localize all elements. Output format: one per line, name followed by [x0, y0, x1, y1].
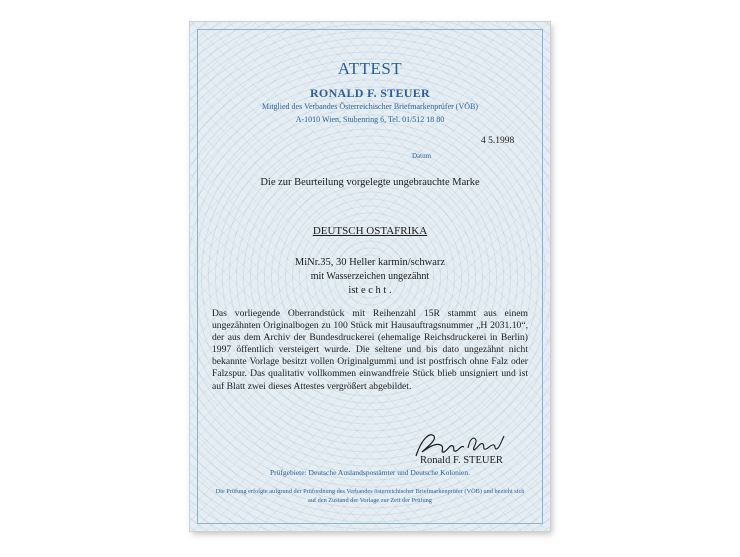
date-label: Datum	[412, 152, 432, 160]
stamp-description-line-1: MiNr.35, 30 Heller karmin/schwarz	[294, 257, 446, 268]
certificate-title: ATTEST	[337, 59, 403, 78]
stamp-description-line-2: mit Wasserzeichen ungezähnt	[310, 271, 430, 282]
stamp-name: DEUTSCH OSTAFRIKA	[312, 225, 428, 237]
certificate	[190, 22, 550, 531]
disclaimer: Die Prüfung erfolgte aufgrund der Prüfordnung des Verbandes österreichischer Briefmarkenprüfer (VÖB) und bezieht sich auf den Zustand der Vorlage zur Zeit der Prüfung	[215, 488, 525, 504]
exam-areas: Prüfgebiete: Deutsche Auslandspostämter und Deutsche Kolonien.	[270, 468, 470, 477]
intro-text: Die zur Beurteilung vorgelegte ungebrauchte Marke	[260, 177, 480, 188]
verdict: ist e c h t .	[348, 285, 392, 296]
issuer-address: A-1010 Wien, Stubenring 6, Tel. 01/512 18 80	[295, 115, 445, 124]
issuer-membership: Mitglied des Verbandes Österreichischer Briefmarkenprüfer (VÖB)	[262, 102, 478, 111]
issuer-name: RONALD F. STEUER	[309, 86, 431, 100]
certificate-body: Das vorliegende Oberrandstück mit Reihenzahl 15R stammt aus einem ungezähnten Originalbogen zu 100 Stück mit Hausauftragsnummer „H 2031.10“, der aus dem Archiv der Bundesdruckerei (ehemalige Reichsdruckerei in Berlin) 1997 öffentlich versteigert wurde. Die seltene und bis dato ungezähnt nicht bekannte Vorlage besitzt vollen Originalgummi und ist postfrisch ohne Falz oder Falzspur. Das qualitativ vollkommen einwandfreie Stück blieb unsigniert und ist auf Blatt zwei dieses Attestes vergrößert abgebildet.	[212, 308, 528, 392]
signer-name: Ronald F. STEUER	[420, 455, 503, 466]
date-value: 4 5.1998	[481, 136, 515, 146]
